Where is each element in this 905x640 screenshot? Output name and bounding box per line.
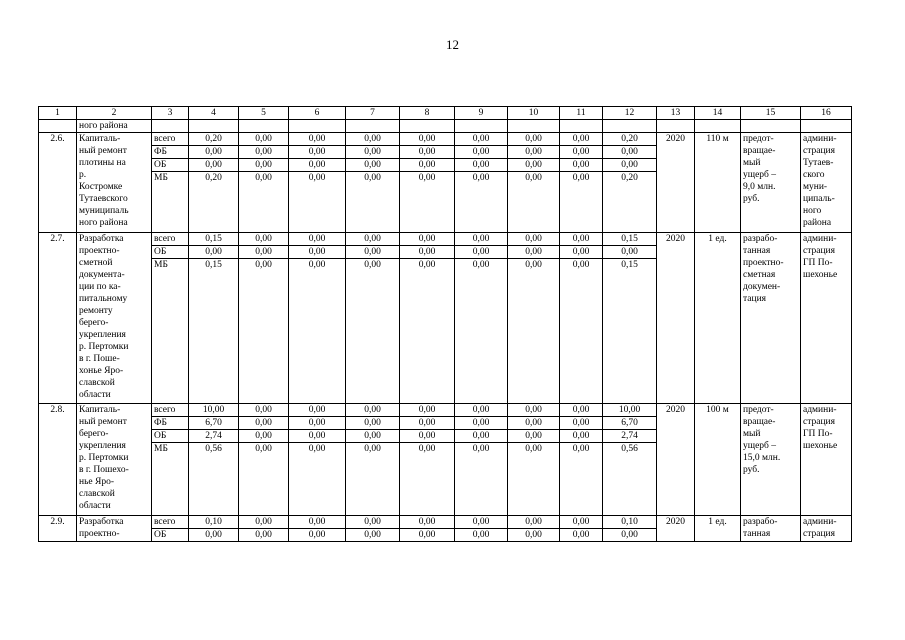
column-number: 1	[39, 107, 77, 120]
activity-name-line: области	[79, 501, 111, 511]
amount-cell: 0,00	[239, 133, 289, 146]
amount-cell: 0,00	[560, 259, 603, 404]
year: 2020	[657, 233, 695, 404]
amount-cell: 2,74	[603, 430, 657, 443]
cell	[657, 120, 695, 133]
executor-line: ского	[803, 170, 825, 180]
effect-line: мый	[743, 429, 761, 439]
cell	[39, 120, 77, 133]
cell	[455, 120, 508, 133]
year: 2020	[657, 133, 695, 233]
amount-cell: 0,00	[603, 246, 657, 259]
activity-name	[77, 133, 152, 233]
amount-cell: 0,00	[400, 172, 455, 233]
amount-cell: 0,00	[455, 516, 508, 529]
amount-cell: 0,00	[508, 133, 560, 146]
amount-cell: 0,00	[560, 430, 603, 443]
activity-name-line: славской	[79, 378, 115, 388]
amount-cell: 0,00	[289, 133, 346, 146]
amount-cell: 0,00	[346, 417, 400, 430]
amount-cell: 0,00	[239, 233, 289, 246]
executor-line: страция	[803, 146, 835, 156]
activity-name-line: р. Пертомки	[79, 342, 129, 352]
column-number: 4	[189, 107, 239, 120]
table-row	[39, 233, 852, 246]
activity-name-line: берего-	[79, 318, 109, 328]
amount-cell: 0,00	[346, 259, 400, 404]
amount-cell: 0,00	[455, 259, 508, 404]
amount-cell: 0,00	[400, 529, 455, 542]
activity-name-line: муниципаль	[79, 206, 129, 216]
effect-line: вращае-	[743, 417, 776, 427]
activity-name-line: берего-	[79, 429, 109, 439]
amount-cell: 0,15	[603, 259, 657, 404]
amount-cell: 0,00	[239, 529, 289, 542]
amount-cell: 0,00	[455, 146, 508, 159]
activity-name-line: Костромке	[79, 182, 123, 192]
expected-effect	[741, 404, 801, 516]
activity-name-line: в г. Поше-	[79, 354, 120, 364]
amount-cell: 0,00	[560, 159, 603, 172]
amount-cell: 6,70	[189, 417, 239, 430]
executor-line: админи-	[803, 134, 837, 144]
executor-line: админи-	[803, 517, 837, 527]
row-number: 2.6.	[39, 133, 77, 233]
funding-source: всего	[152, 133, 189, 146]
column-number: 13	[657, 107, 695, 120]
year: 2020	[657, 404, 695, 516]
quantity: 100 м	[695, 404, 741, 516]
effect-line: проектно-	[743, 258, 784, 268]
executor	[801, 133, 852, 233]
amount-cell: 0,00	[560, 246, 603, 259]
activity-name-line: Тутаевского	[79, 194, 128, 204]
executor-line: админи-	[803, 405, 837, 415]
amount-cell: 0,00	[346, 404, 400, 417]
amount-cell: 0,00	[508, 430, 560, 443]
quantity: 1 ед.	[695, 516, 741, 542]
column-number: 7	[346, 107, 400, 120]
amount-cell: 0,00	[346, 172, 400, 233]
amount-cell: 0,00	[289, 246, 346, 259]
year: 2020	[657, 516, 695, 542]
funding-source: МБ	[152, 172, 189, 233]
amount-cell: 0,00	[400, 246, 455, 259]
effect-line: ущерб –	[743, 170, 776, 180]
effect-line: предот-	[743, 405, 774, 415]
executor-line: ГП По-	[803, 429, 833, 439]
continuation-text: ного района	[77, 120, 152, 133]
activity-name-line: ции по ка-	[79, 282, 121, 292]
amount-cell: 0,00	[508, 404, 560, 417]
amount-cell: 0,00	[289, 159, 346, 172]
amount-cell: 0,00	[455, 246, 508, 259]
activity-name-line: ный ремонт	[79, 417, 127, 427]
amount-cell: 0,00	[508, 233, 560, 246]
effect-line: докумен-	[743, 282, 781, 292]
amount-cell: 0,00	[346, 233, 400, 246]
amount-cell: 0,00	[239, 417, 289, 430]
activity-name-line: Капиталь-	[79, 134, 121, 144]
amount-cell: 0,00	[189, 246, 239, 259]
amount-cell: 0,00	[400, 516, 455, 529]
amount-cell: 0,00	[346, 146, 400, 159]
amount-cell: 0,00	[289, 443, 346, 516]
amount-cell: 0,56	[603, 443, 657, 516]
funding-source: всего	[152, 516, 189, 529]
amount-cell: 0,00	[346, 133, 400, 146]
effect-line: мый	[743, 158, 761, 168]
executor-line: ного	[803, 206, 822, 216]
amount-cell: 0,00	[560, 516, 603, 529]
amount-cell: 0,00	[346, 246, 400, 259]
activity-name	[77, 404, 152, 516]
amount-cell: 0,00	[289, 146, 346, 159]
amount-cell: 0,00	[400, 404, 455, 417]
cell	[289, 120, 346, 133]
funding-source: МБ	[152, 259, 189, 404]
cell	[801, 120, 852, 133]
cell	[400, 120, 455, 133]
activity-name	[77, 233, 152, 404]
activity-name-line: сметной	[79, 258, 113, 268]
executor-line: ципаль-	[803, 194, 835, 204]
amount-cell: 0,00	[289, 259, 346, 404]
amount-cell: 0,00	[508, 443, 560, 516]
column-number: 2	[77, 107, 152, 120]
amount-cell: 0,00	[239, 246, 289, 259]
column-number: 11	[560, 107, 603, 120]
executor-line: района	[803, 218, 832, 228]
activity-name-line: р. Пертомки	[79, 453, 129, 463]
amount-cell: 0,00	[400, 133, 455, 146]
amount-cell: 0,15	[189, 233, 239, 246]
activity-name-line: Разработка	[79, 517, 124, 527]
amount-cell: 0,00	[455, 233, 508, 246]
column-number: 16	[801, 107, 852, 120]
quantity: 1 ед.	[695, 233, 741, 404]
expected-effect	[741, 133, 801, 233]
column-number: 14	[695, 107, 741, 120]
amount-cell: 0,00	[400, 259, 455, 404]
column-number: 6	[289, 107, 346, 120]
cell	[239, 120, 289, 133]
amount-cell: 0,15	[189, 259, 239, 404]
amount-cell: 0,00	[560, 233, 603, 246]
activity-name-line: укрепления	[79, 441, 126, 451]
cell	[346, 120, 400, 133]
amount-cell: 0,00	[560, 133, 603, 146]
activity-name-line: укрепления	[79, 330, 126, 340]
amount-cell: 0,00	[239, 146, 289, 159]
funding-source: ОБ	[152, 159, 189, 172]
funding-source: МБ	[152, 443, 189, 516]
amount-cell: 0,00	[289, 430, 346, 443]
amount-cell: 0,10	[189, 516, 239, 529]
funding-source: всего	[152, 404, 189, 417]
executor	[801, 233, 852, 404]
amount-cell: 0,00	[560, 529, 603, 542]
amount-cell: 0,00	[603, 146, 657, 159]
funding-source: ОБ	[152, 529, 189, 542]
amount-cell: 0,00	[289, 417, 346, 430]
column-number: 10	[508, 107, 560, 120]
activity-name-line: славской	[79, 489, 115, 499]
activity-name-line: ного района	[79, 218, 128, 228]
executor-line: шехонье	[803, 441, 838, 451]
amount-cell: 0,00	[508, 172, 560, 233]
page-number: 12	[446, 37, 459, 52]
amount-cell: 0,00	[346, 443, 400, 516]
executor-line: страция	[803, 417, 835, 427]
amount-cell: 0,00	[189, 529, 239, 542]
activity-name-line: питальному	[79, 294, 128, 304]
amount-cell: 0,00	[189, 159, 239, 172]
column-number: 12	[603, 107, 657, 120]
cell	[152, 120, 189, 133]
amount-cell: 0,00	[560, 443, 603, 516]
activity-name-line: Разработка	[79, 234, 124, 244]
row-number: 2.8.	[39, 404, 77, 516]
executor-line: муни-	[803, 182, 828, 192]
amount-cell: 0,00	[560, 172, 603, 233]
executor-line: страция	[803, 246, 835, 256]
amount-cell: 0,00	[289, 404, 346, 417]
amount-cell: 10,00	[603, 404, 657, 417]
amount-cell: 0,00	[239, 430, 289, 443]
amount-cell: 0,00	[289, 516, 346, 529]
amount-cell: 0,00	[189, 146, 239, 159]
cell	[741, 120, 801, 133]
amount-cell: 0,00	[508, 259, 560, 404]
amount-cell: 0,00	[346, 159, 400, 172]
amount-cell: 2,74	[189, 430, 239, 443]
cell	[508, 120, 560, 133]
activity-name-line: р.	[79, 170, 87, 180]
amount-cell: 0,10	[603, 516, 657, 529]
activity-name-line: плотины на	[79, 158, 126, 168]
column-number: 8	[400, 107, 455, 120]
executor-line: админи-	[803, 234, 837, 244]
amount-cell: 0,00	[346, 529, 400, 542]
table-body	[39, 107, 852, 542]
column-number: 9	[455, 107, 508, 120]
amount-cell: 0,00	[508, 159, 560, 172]
amount-cell: 0,00	[346, 430, 400, 443]
table-row	[39, 404, 852, 417]
executor	[801, 404, 852, 516]
effect-line: танная	[743, 529, 771, 539]
effect-line: танная	[743, 246, 771, 256]
funding-source: ФБ	[152, 417, 189, 430]
effect-line: разрабо-	[743, 517, 778, 527]
amount-cell: 0,56	[189, 443, 239, 516]
amount-cell: 0,00	[289, 233, 346, 246]
executor-line: ГП По-	[803, 258, 833, 268]
funding-source: всего	[152, 233, 189, 246]
amount-cell: 0,00	[239, 516, 289, 529]
effect-line: руб.	[743, 194, 760, 204]
executor	[801, 516, 852, 542]
amount-cell: 0,15	[603, 233, 657, 246]
effect-line: ущерб –	[743, 441, 776, 451]
amount-cell: 0,20	[189, 133, 239, 146]
funding-source: ОБ	[152, 430, 189, 443]
amount-cell: 0,00	[508, 246, 560, 259]
activity-name-line: нье Яро-	[79, 477, 115, 487]
activity-name-line: документа-	[79, 270, 125, 280]
executor-line: Тутаев-	[803, 158, 834, 168]
row-number: 2.7.	[39, 233, 77, 404]
amount-cell: 0,00	[455, 159, 508, 172]
amount-cell: 0,00	[455, 133, 508, 146]
amount-cell: 0,00	[239, 172, 289, 233]
column-number: 15	[741, 107, 801, 120]
activity-name-line: проектно-	[79, 529, 120, 539]
budget-table	[38, 106, 852, 542]
amount-cell: 0,00	[508, 417, 560, 430]
column-number: 3	[152, 107, 189, 120]
amount-cell: 0,00	[455, 417, 508, 430]
amount-cell: 0,00	[560, 146, 603, 159]
amount-cell: 0,00	[400, 430, 455, 443]
amount-cell: 0,20	[603, 133, 657, 146]
amount-cell: 0,00	[400, 443, 455, 516]
amount-cell: 0,00	[455, 443, 508, 516]
cell	[603, 120, 657, 133]
funding-source: ФБ	[152, 146, 189, 159]
amount-cell: 0,00	[289, 529, 346, 542]
amount-cell: 0,00	[239, 404, 289, 417]
effect-line: тация	[743, 294, 767, 304]
amount-cell: 0,00	[455, 172, 508, 233]
effect-line: 9,0 млн.	[743, 182, 776, 192]
activity-name-line: в г. Пошехо-	[79, 465, 129, 475]
amount-cell: 0,00	[455, 529, 508, 542]
activity-name-line: Капиталь-	[79, 405, 121, 415]
amount-cell: 0,00	[239, 159, 289, 172]
cell	[695, 120, 741, 133]
amount-cell: 0,00	[560, 417, 603, 430]
effect-line: разрабо-	[743, 234, 778, 244]
amount-cell: 0,00	[400, 233, 455, 246]
row-number: 2.9.	[39, 516, 77, 542]
amount-cell: 0,00	[400, 159, 455, 172]
amount-cell: 0,20	[189, 172, 239, 233]
amount-cell: 0,00	[400, 146, 455, 159]
amount-cell: 0,00	[455, 404, 508, 417]
amount-cell: 0,00	[239, 259, 289, 404]
amount-cell: 0,00	[508, 529, 560, 542]
expected-effect	[741, 516, 801, 542]
expected-effect	[741, 233, 801, 404]
effect-line: предот-	[743, 134, 774, 144]
executor-line: шехонье	[803, 270, 838, 280]
activity-name-line: хонье Яро-	[79, 366, 124, 376]
effect-line: вращае-	[743, 146, 776, 156]
activity-name-line: ремонту	[79, 306, 113, 316]
amount-cell: 0,00	[603, 159, 657, 172]
amount-cell: 0,00	[455, 430, 508, 443]
activity-name-line: проектно-	[79, 246, 120, 256]
effect-line: руб.	[743, 465, 760, 475]
amount-cell: 0,00	[239, 443, 289, 516]
column-number-row	[39, 107, 852, 120]
amount-cell: 0,00	[289, 172, 346, 233]
activity-name-line: области	[79, 390, 111, 400]
effect-line: 15,0 млн.	[743, 453, 781, 463]
amount-cell: 0,00	[346, 516, 400, 529]
amount-cell: 0,00	[603, 529, 657, 542]
activity-name-line: ный ремонт	[79, 146, 127, 156]
quantity: 110 м	[695, 133, 741, 233]
continuation-row	[39, 120, 852, 133]
amount-cell: 0,00	[560, 404, 603, 417]
amount-cell: 0,00	[400, 417, 455, 430]
table-row	[39, 516, 852, 529]
amount-cell: 10,00	[189, 404, 239, 417]
column-number: 5	[239, 107, 289, 120]
effect-line: сметная	[743, 270, 776, 280]
amount-cell: 0,20	[603, 172, 657, 233]
amount-cell: 0,00	[508, 146, 560, 159]
activity-name	[77, 516, 152, 542]
funding-source: ОБ	[152, 246, 189, 259]
cell	[560, 120, 603, 133]
table-row	[39, 133, 852, 146]
executor-line: страция	[803, 529, 835, 539]
amount-cell: 0,00	[508, 516, 560, 529]
cell	[189, 120, 239, 133]
amount-cell: 6,70	[603, 417, 657, 430]
